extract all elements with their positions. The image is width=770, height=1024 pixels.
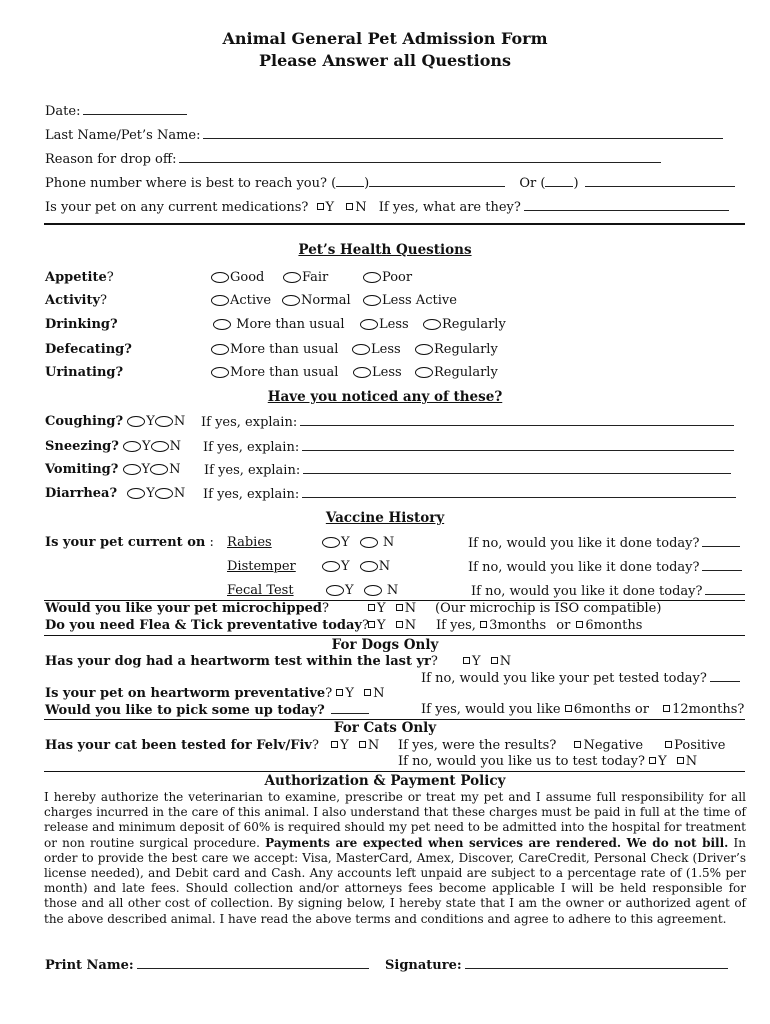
rabies-today-field[interactable] xyxy=(702,535,740,547)
heartworm-no-checkbox[interactable] xyxy=(491,657,498,664)
coughing-explain: If yes, explain: xyxy=(201,414,734,431)
phone-area-field[interactable] xyxy=(336,175,364,187)
dogs-heading: For Dogs Only xyxy=(331,637,439,653)
symptom-row: Sneezing? Y N xyxy=(45,439,181,454)
activity-label: Activity? xyxy=(45,293,107,308)
preventative-row: Is your pet on heartworm preventative? Y N xyxy=(45,686,385,701)
vaccine-heading: Vaccine History xyxy=(325,510,445,526)
med-field[interactable] xyxy=(524,199,729,211)
microchip-note: (Our microchip is ISO compatible) xyxy=(435,601,662,616)
symptom-row: Vomiting? Y N xyxy=(45,462,181,477)
appetite-poor-option[interactable]: Poor xyxy=(363,270,412,286)
phone-alt-field[interactable] xyxy=(585,175,735,187)
fecal-today-field[interactable] xyxy=(705,583,745,595)
distemper-options: Y N xyxy=(322,559,390,575)
vaccine-question: Is your pet current on : xyxy=(45,535,214,550)
date-field[interactable] xyxy=(83,103,187,115)
rabies-today: If no, would you like it done today? xyxy=(468,535,740,552)
vomiting-explain: If yes, explain: xyxy=(204,462,731,479)
defecating-label: Defecating? xyxy=(45,342,132,357)
print-name-field[interactable] xyxy=(137,957,369,969)
distemper-label: Distemper xyxy=(227,559,296,574)
symptom-row: Coughing? Y N xyxy=(45,414,186,429)
defecating-less-option[interactable]: Less xyxy=(352,342,401,358)
flea-3months-checkbox[interactable] xyxy=(480,621,487,628)
policy-bold-text: Payments are expected when services are rendered. We do not bill. xyxy=(265,835,729,850)
heartworm-yes-checkbox[interactable] xyxy=(463,657,470,664)
distemper-no-radio[interactable] xyxy=(360,561,378,572)
sneezing-yes-radio[interactable] xyxy=(123,441,141,452)
rabies-no-radio[interactable] xyxy=(360,537,378,548)
radio-oval xyxy=(282,295,300,306)
health-heading: Pet’s Health Questions xyxy=(298,242,472,258)
reason-row xyxy=(45,151,661,168)
vomiting-no-radio[interactable] xyxy=(150,464,168,475)
pickup-field[interactable] xyxy=(331,702,369,714)
fecal-label: Fecal Test xyxy=(227,583,294,598)
vomiting-yes-radio[interactable] xyxy=(123,464,141,475)
signature-field[interactable] xyxy=(465,957,728,969)
activity-active-option[interactable]: Active xyxy=(211,293,271,309)
appetite-fair-option[interactable]: Fair xyxy=(283,270,328,286)
drinking-less-option[interactable]: Less xyxy=(360,317,409,333)
divider xyxy=(44,635,745,636)
phone-label: Phone number where is best to reach you? ( xyxy=(45,176,337,191)
distemper-yes-radio[interactable] xyxy=(322,561,340,572)
defecating-regular-option[interactable]: Regularly xyxy=(415,342,498,358)
coughing-no-radio[interactable] xyxy=(155,416,173,427)
signature-label: Signature: xyxy=(385,958,462,973)
diarrhea-explain-field[interactable] xyxy=(302,486,736,498)
flea-options: Y N xyxy=(368,618,416,634)
phone-or-label: Or ( xyxy=(519,176,546,191)
prev-no-checkbox[interactable] xyxy=(364,689,371,696)
heartworm-test-row: Has your dog had a heartworm test within the last yr? xyxy=(45,654,438,669)
drinking-label: Drinking? xyxy=(45,317,118,332)
medications-row xyxy=(45,199,729,216)
radio-oval xyxy=(360,319,378,330)
vomiting-explain-field[interactable] xyxy=(303,462,731,474)
microchip-yes-checkbox[interactable] xyxy=(368,604,375,611)
felv-no-checkbox[interactable] xyxy=(359,741,366,748)
phone-field[interactable] xyxy=(369,175,505,187)
radio-oval xyxy=(211,344,229,355)
radio-oval xyxy=(415,367,433,378)
activity-normal-option[interactable]: Normal xyxy=(282,293,351,309)
pickup-months: If yes, would you like 6months or 12months? xyxy=(421,702,745,717)
phone-paren: ) xyxy=(364,176,370,191)
radio-oval xyxy=(283,272,301,283)
felv-row: Has your cat been tested for Felv/Fiv? Y N xyxy=(45,738,380,753)
appetite-good-option[interactable]: Good xyxy=(211,270,264,286)
radio-oval xyxy=(211,295,229,306)
fecal-options: Y N xyxy=(326,583,398,599)
medications-label: Is your pet on any current medications? xyxy=(45,200,309,215)
date-row xyxy=(45,103,187,120)
diarrhea-label: Diarrhea? xyxy=(45,486,118,501)
prev-yes-checkbox[interactable] xyxy=(336,689,343,696)
drinking-more-option[interactable]: More than usual xyxy=(213,317,345,333)
med-no-label: N xyxy=(355,200,367,215)
urinating-less-option[interactable]: Less xyxy=(353,365,402,381)
urinating-more-option[interactable]: More than usual xyxy=(211,365,338,381)
radio-oval xyxy=(363,272,381,283)
pickup-6months-checkbox[interactable] xyxy=(565,705,572,712)
date-label: Date: xyxy=(45,104,81,119)
flea-row: Do you need Flea & Tick preventative today? xyxy=(45,618,369,633)
distemper-today: If no, would you like it done today? xyxy=(468,559,742,576)
symptom-row: Diarrhea? Y N xyxy=(45,486,186,501)
sneezing-explain: If yes, explain: xyxy=(203,439,734,456)
name-row xyxy=(45,127,723,144)
med-no-checkbox[interactable] xyxy=(346,203,353,210)
microchip-row: Would you like your pet microchipped? xyxy=(45,601,330,616)
radio-oval xyxy=(352,344,370,355)
distemper-today-field[interactable] xyxy=(702,559,742,571)
radio-oval xyxy=(353,367,371,378)
reason-field[interactable] xyxy=(179,151,661,163)
heartworm-today: If no, would you like your pet tested today? xyxy=(421,670,740,687)
divider xyxy=(44,771,745,772)
phone-alt-area-field[interactable] xyxy=(545,175,573,187)
flea-no-checkbox[interactable] xyxy=(396,621,403,628)
rabies-label: Rabies xyxy=(227,535,272,550)
coughing-yes-radio[interactable] xyxy=(127,416,145,427)
felv-test-today: If no, would you like us to test today? Y N xyxy=(398,754,698,769)
last-name-label: Last Name/Pet’s Name: xyxy=(45,128,201,143)
urinating-regular-option[interactable]: Regularly xyxy=(415,365,498,381)
fecal-yes-radio[interactable] xyxy=(326,585,344,596)
med-ifyes-label: If yes, what are they? xyxy=(378,200,521,215)
felv-results: If yes, were the results? Negative Positive xyxy=(398,738,726,753)
drinking-regular-option[interactable]: Regularly xyxy=(423,317,506,333)
sneezing-no-radio[interactable] xyxy=(151,441,169,452)
defecating-more-option[interactable]: More than usual xyxy=(211,342,338,358)
diarrhea-yes-radio[interactable] xyxy=(127,488,145,499)
policy-text: I hereby authorize the veterinarian to examine, prescribe or treat my pet and I assume full responsibility for all charges incurred in the care of this animal. I also understand that these charges must be paid in full at the time of release and minimum deposit of 60% is required should my pet need to be admitted into the hospital for treatment or non routine surgical procedure. Payments are expected when services are rendered. We do not bill. In order to provide the best care we accept: Visa, MasterCard, Amex, Discover, CareCredit, Personal Check (Driver’s license needed), and Debit card and Cash. Any accounts left unpaid are subject to a percentage rate of (1.5% per month) and late fees. Should collection and/or attorneys fees become applicable I will be held responsible for those and all other cost of collection. By signing below, I hereby state that I am the owner or authorized agent of the above described animal. I have read the above terms and conditions and agree to adhere to this agreement. xyxy=(44,790,746,926)
vomiting-label: Vomiting? xyxy=(45,462,119,477)
form-title: Animal General Pet Admission Form xyxy=(222,29,548,48)
phone-row xyxy=(45,175,735,192)
last-name-field[interactable] xyxy=(203,127,723,139)
noticed-heading: Have you noticed any of these? xyxy=(267,389,503,405)
rabies-yes-radio[interactable] xyxy=(322,537,340,548)
radio-oval xyxy=(423,319,441,330)
radio-oval xyxy=(363,295,381,306)
diarrhea-no-radio[interactable] xyxy=(155,488,173,499)
pickup-row: Would you like to pick some up today? xyxy=(45,702,369,719)
policy-heading: Authorization & Payment Policy xyxy=(264,773,506,789)
felv-yes-checkbox[interactable] xyxy=(331,741,338,748)
test-no-checkbox[interactable] xyxy=(677,757,684,764)
pickup-12months-checkbox[interactable] xyxy=(663,705,670,712)
heartworm-today-field[interactable] xyxy=(710,670,740,682)
radio-oval xyxy=(415,344,433,355)
radio-oval xyxy=(211,367,229,378)
urinating-label: Urinating? xyxy=(45,365,124,380)
divider xyxy=(44,223,745,225)
med-yes-checkbox[interactable] xyxy=(317,203,324,210)
fecal-today: If no, would you like it done today? xyxy=(471,583,745,600)
flea-6months-checkbox[interactable] xyxy=(576,621,583,628)
microchip-options: Y N xyxy=(368,601,416,617)
heartworm-options: Y N xyxy=(463,654,511,670)
form-subtitle: Please Answer all Questions xyxy=(258,51,512,70)
diarrhea-explain: If yes, explain: xyxy=(203,486,736,503)
sneezing-label: Sneezing? xyxy=(45,439,119,454)
print-name-label: Print Name: xyxy=(45,958,134,973)
microchip-no-checkbox[interactable] xyxy=(396,604,403,611)
test-yes-checkbox[interactable] xyxy=(649,757,656,764)
fecal-no-radio[interactable] xyxy=(364,585,382,596)
phone-or-paren: ) xyxy=(573,176,579,191)
appetite-label: Appetite? xyxy=(45,270,114,285)
flea-yes-checkbox[interactable] xyxy=(368,621,375,628)
reason-label: Reason for drop off: xyxy=(45,152,177,167)
med-yes-label: Y xyxy=(325,200,335,215)
cats-heading: For Cats Only xyxy=(333,720,437,736)
coughing-explain-field[interactable] xyxy=(300,414,734,426)
radio-oval xyxy=(211,272,229,283)
print-name-row xyxy=(45,957,369,974)
sneezing-explain-field[interactable] xyxy=(302,439,734,451)
signature-row xyxy=(385,957,728,974)
rabies-options: Y N xyxy=(322,535,394,551)
felv-positive-checkbox[interactable] xyxy=(665,741,672,748)
flea-months: If yes, 3months or 6months xyxy=(436,618,643,633)
felv-negative-checkbox[interactable] xyxy=(574,741,581,748)
coughing-label: Coughing? xyxy=(45,414,124,429)
activity-less-option[interactable]: Less Active xyxy=(363,293,457,309)
radio-oval xyxy=(213,319,231,330)
